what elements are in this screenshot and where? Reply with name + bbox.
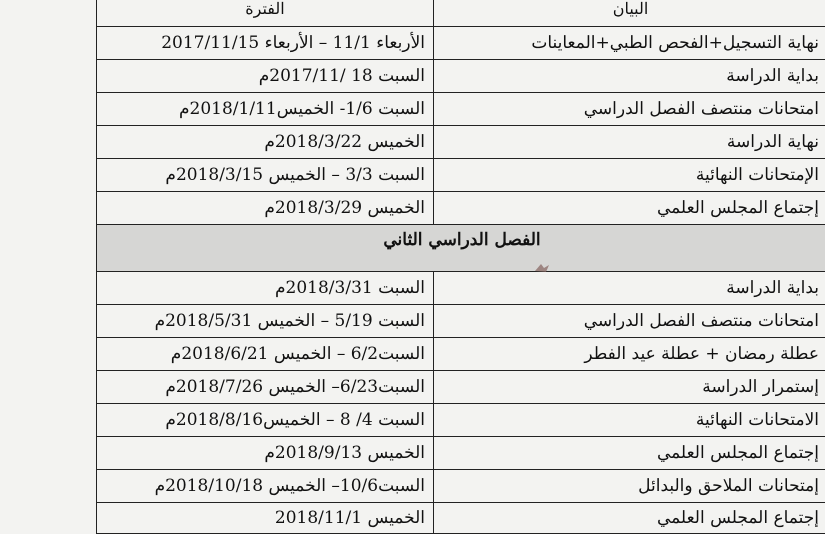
row-item: عطلة رمضان + عطلة عيد الفطر [434,338,825,371]
row-item: الإمتحانات النهائية [434,159,825,192]
table-row [97,470,825,503]
table-row [97,503,825,534]
table-row [97,93,825,126]
table-row [97,60,825,93]
row-period: السبت 4/ 8 – الخميس2018/8/16م [97,404,434,437]
row-period: السبت 18 /2017/11م [97,60,434,93]
academic-calendar-table [96,0,825,534]
table-row [97,27,825,60]
table-row [97,437,825,470]
row-item: الامتحانات النهائية [434,404,825,437]
row-item: إستمرار الدراسة [434,371,825,404]
table-row [97,404,825,437]
row-item: بداية الدراسة [434,272,825,305]
table-row [97,192,825,225]
section-header-row [97,225,825,272]
row-period: السبت 1/6- الخميس2018/1/11م [97,93,434,126]
row-period: الأربعاء 11/1 – الأربعاء 2017/11/15 [97,27,434,60]
row-period: السبت 2018/3/31م [97,272,434,305]
row-period: الخميس 2018/9/13م [97,437,434,470]
row-period: السبت 5/19 – الخميس 2018/5/31م [97,305,434,338]
header-item: البيان [434,0,825,27]
row-period: السبت10/6– الخميس 2018/10/18م [97,470,434,503]
row-item: امتحانات منتصف الفصل الدراسي [434,305,825,338]
ink-smudge-icon [533,262,551,274]
row-item: إجتماع المجلس العلمي [434,437,825,470]
table-row [97,338,825,371]
row-item: نهاية التسجيل+الفحص الطبي+المعاينات [434,27,825,60]
table-row [97,272,825,305]
row-period: السبت 3/3 – الخميس 2018/3/15م [97,159,434,192]
table-header-row [97,0,825,27]
header-period: الفترة [97,0,434,27]
row-period: السبت6/2 – الخميس 2018/6/21م [97,338,434,371]
row-period: الخميس 2018/3/29م [97,192,434,225]
row-item: بداية الدراسة [434,60,825,93]
row-period: الخميس 2018/3/22م [97,126,434,159]
table-row [97,126,825,159]
table-row [97,371,825,404]
row-period: الخميس 2018/11/1 [97,503,434,534]
row-item: إمتحانات الملاحق والبدائل [434,470,825,503]
row-item: امتحانات منتصف الفصل الدراسي [434,93,825,126]
table-row [97,159,825,192]
row-item: إجتماع المجلس العلمي [434,503,825,534]
row-item: نهاية الدراسة [434,126,825,159]
table-row [97,305,825,338]
row-period: السبت6/23– الخميس 2018/7/26م [97,371,434,404]
row-item: إجتماع المجلس العلمي [434,192,825,225]
section-title: الفصل الدراسي الثاني [97,225,825,272]
